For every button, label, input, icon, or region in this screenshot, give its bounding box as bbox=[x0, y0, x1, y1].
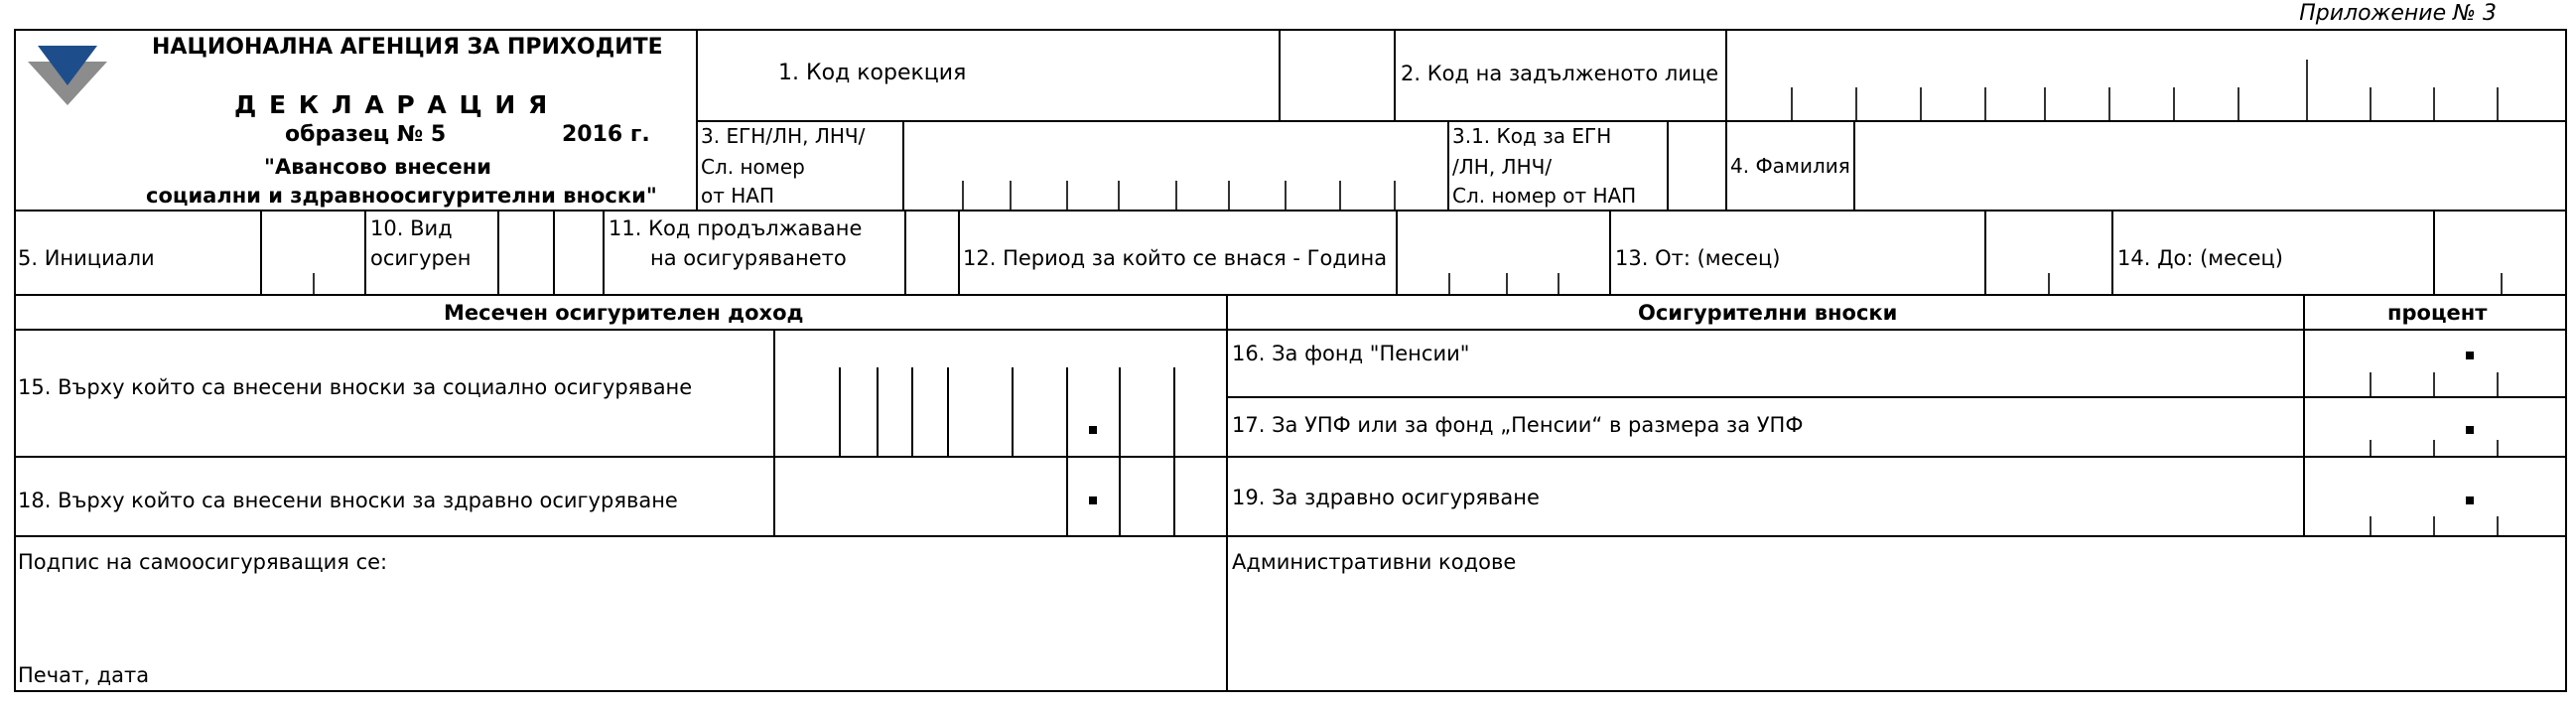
section-monthly-income: Месечен осигурителен доход bbox=[444, 301, 804, 325]
form-year: 2016 г. bbox=[562, 122, 650, 147]
field-11-line-1: 11. Код продължаване bbox=[609, 216, 863, 240]
row-19-health-insurance: 19. За здравно осигуряване bbox=[1232, 486, 1540, 509]
row-18-health-insurance-income: 18. Върху който са внесени вноски за здравно осигуряване bbox=[18, 489, 678, 512]
field-10-line-2: осигурен bbox=[370, 246, 472, 270]
decimal-point-row-15 bbox=[1089, 426, 1097, 434]
field-3-line-2: Сл. номер bbox=[701, 155, 805, 179]
field-12-period-year: 12. Период за който се внася - Година bbox=[963, 246, 1388, 270]
field-13-from-month: 13. От: (месец) bbox=[1615, 246, 1781, 270]
row-17-upf: 17. За УПФ или за фонд „Пенсии“ в размера за УПФ bbox=[1232, 413, 1804, 437]
declaration-title: Д Е К Л А Р А Ц И Я bbox=[234, 90, 550, 119]
agency-name: НАЦИОНАЛНА АГЕНЦИЯ ЗА ПРИХОДИТЕ bbox=[152, 35, 663, 60]
field-2-obligated-person-code: 2. Код на задълженото лице bbox=[1401, 62, 1719, 85]
form-number: образец № 5 bbox=[285, 122, 447, 147]
row-16-pension-fund: 16. За фонд "Пенсии" bbox=[1232, 342, 1470, 365]
field-1-correction-code: 1. Код корекция bbox=[778, 61, 967, 85]
administrative-codes-label: Административни кодове bbox=[1232, 550, 1517, 574]
field-5-initials: 5. Инициали bbox=[18, 246, 155, 270]
subtitle-line-2: социални и здравноосигурителни вноски" bbox=[146, 184, 657, 208]
section-percent: процент bbox=[2387, 301, 2488, 325]
row-15-social-insurance-income: 15. Върху който са внесени вноски за социално осигуряване bbox=[18, 375, 693, 399]
field-3-line-3: от НАП bbox=[701, 184, 775, 208]
decimal-point-row-18 bbox=[1089, 496, 1097, 504]
annex-label: Приложение № 3 bbox=[2299, 1, 2497, 26]
nap-triangle-logo-icon bbox=[20, 38, 115, 117]
field-3-1-line-2: /ЛН, ЛНЧ/ bbox=[1452, 155, 1553, 179]
field-11-line-2: на осигуряването bbox=[650, 246, 847, 270]
field-3-line-1: 3. ЕГН/ЛН, ЛНЧ/ bbox=[701, 124, 866, 148]
section-contributions: Осигурителни вноски bbox=[1638, 301, 1898, 325]
subtitle-line-1: "Авансово внесени bbox=[264, 155, 492, 179]
field-3-1-line-3: Сл. номер от НАП bbox=[1452, 184, 1637, 208]
field-14-to-month: 14. До: (месец) bbox=[2117, 246, 2283, 270]
field-10-line-1: 10. Вид bbox=[370, 216, 453, 240]
decimal-point-row-17-percent bbox=[2466, 426, 2474, 434]
decimal-point-row-16-percent bbox=[2466, 352, 2474, 359]
stamp-date-label: Печат, дата bbox=[18, 663, 150, 687]
field-4-surname: 4. Фамилия bbox=[1730, 154, 1850, 178]
field-3-1-line-1: 3.1. Код за ЕГН bbox=[1452, 124, 1612, 148]
decimal-point-row-19-percent bbox=[2466, 496, 2474, 504]
signature-label: Подпис на самоосигуряващия се: bbox=[18, 550, 388, 574]
